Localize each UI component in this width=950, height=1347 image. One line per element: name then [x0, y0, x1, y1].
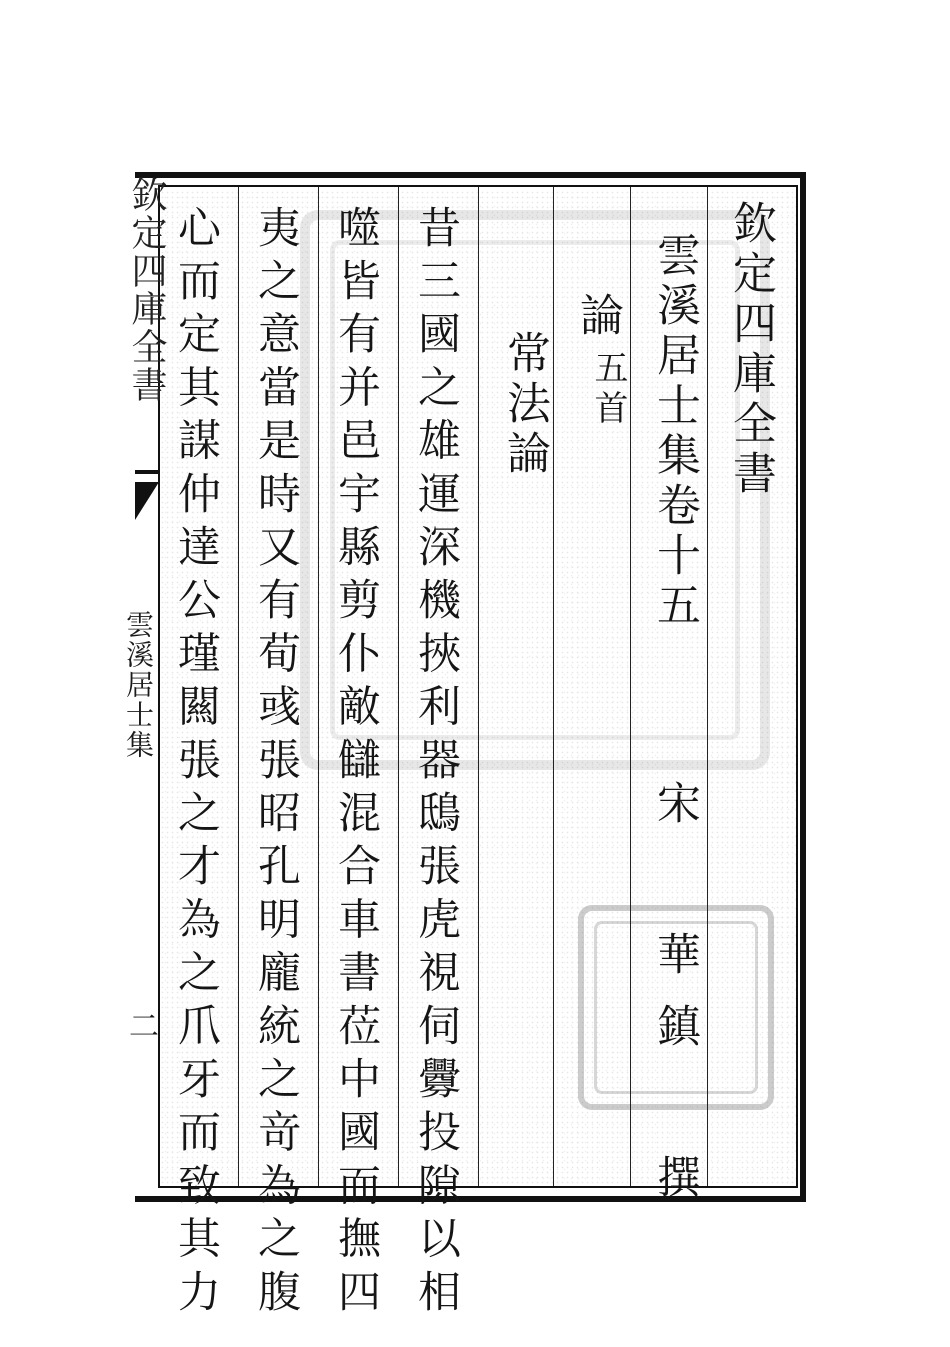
column-rule	[318, 187, 319, 1186]
column-rule	[478, 187, 479, 1186]
margin-page-number: 二	[123, 1010, 158, 1040]
column-rule	[238, 187, 239, 1186]
text-line: 心而定其謀仲達公瑾闗張之才為之爪牙而致其力	[171, 205, 221, 1323]
essay-title: 常法論	[499, 330, 550, 480]
section-count: 五首	[588, 350, 628, 430]
margin-collection: 欽定四庫全書	[126, 176, 167, 404]
text-line: 噬皆有并邑宇縣剪仆敵讎混合車書莅中國而撫四	[331, 205, 381, 1323]
column-rule	[398, 187, 399, 1186]
author-line: 宋 華鎮 撰	[649, 780, 700, 1226]
text-line: 夷之意當是時又有荀彧張昭孔明龐統之竒為之腹	[251, 205, 301, 1323]
column-rule	[630, 187, 631, 1186]
text-line: 昔三國之雄運深機挾利器鴟張虎視伺釁投隙以相	[411, 205, 461, 1323]
column-rule	[707, 187, 708, 1186]
volume-title: 雲溪居士集卷十五	[649, 232, 700, 632]
margin-book-title: 雲溪居士集	[122, 610, 155, 760]
section-heading: 論	[572, 292, 623, 342]
collection-header: 欽定四庫全書	[725, 200, 776, 500]
fish-tail-mark	[135, 470, 159, 530]
